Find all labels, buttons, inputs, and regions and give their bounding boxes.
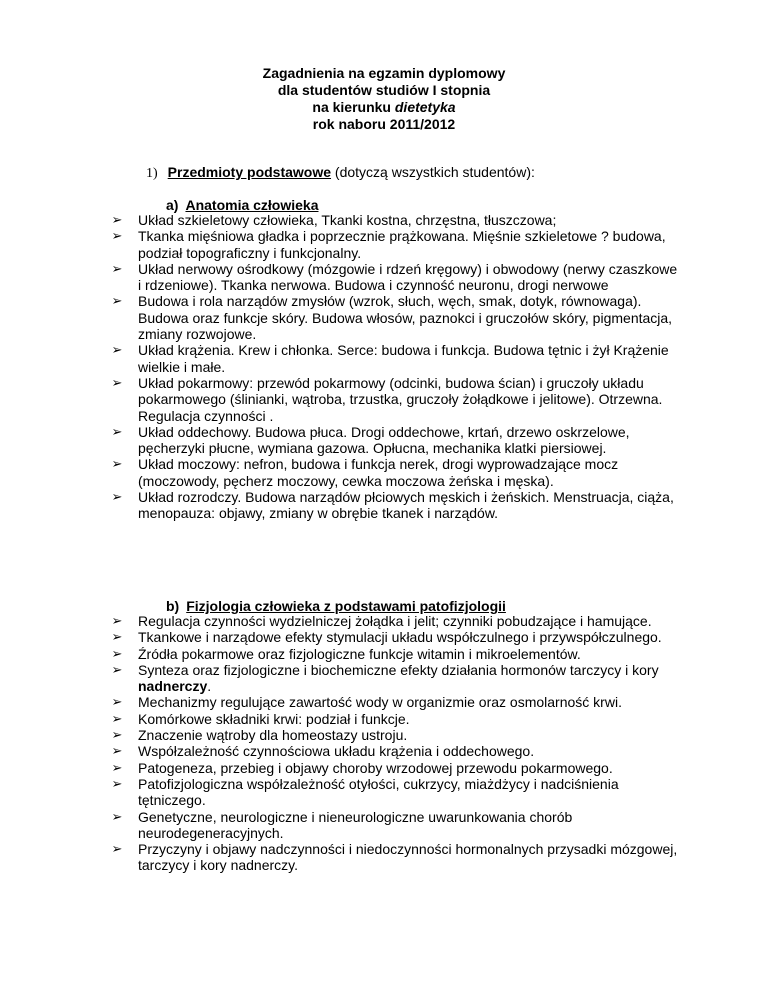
arrow-bullet-icon: ➢ (111, 808, 123, 824)
list-item-text: Źródła pokarmowe oraz fizjologiczne funkcje witamin i mikroelementów. (138, 645, 581, 662)
section-1-title: Przedmioty podstawowe (167, 164, 332, 180)
arrow-bullet-icon: ➢ (111, 212, 123, 227)
list-item-text-end: . (207, 678, 212, 695)
list-item-text: Budowa i rola narządów zmysłów (wzrok, słuch, węch, smak, dotyk, równowaga). Budowa oraz funkcje skóry. Budowa włosów, paznokci i gruczołów skóry, pigmentacja, zmiany rozwojowe. (138, 293, 673, 343)
document-title (0, 65, 768, 133)
list-item (110, 694, 680, 710)
list-item (110, 489, 680, 522)
subsection-b-label: b) (166, 598, 180, 614)
title-line-2: dla studentów studiów I stopnia (277, 82, 491, 98)
subsection-b-list (110, 613, 680, 874)
section-1-note: (dotyczą wszystkich studentów): (331, 164, 535, 180)
arrow-bullet-icon: ➢ (111, 293, 123, 309)
title-line-3 (0, 99, 768, 116)
list-item (110, 662, 680, 695)
arrow-bullet-icon: ➢ (111, 456, 123, 472)
list-item (110, 212, 680, 228)
arrow-bullet-icon: ➢ (111, 694, 123, 710)
arrow-bullet-icon: ➢ (111, 423, 123, 439)
subsection-b-title: Fizjologia człowieka z podstawami patofizjologii (186, 598, 506, 614)
list-item-text: Komórkowe składniki krwi: podział i funkcje. (138, 710, 410, 727)
list-item (110, 646, 680, 662)
list-item (110, 456, 680, 489)
list-item (110, 711, 680, 727)
list-item (110, 841, 680, 874)
list-item (110, 809, 680, 842)
list-item (110, 629, 680, 645)
arrow-bullet-icon: ➢ (111, 228, 123, 244)
title-line-1: Zagadnienia na egzamin dyplomowy (262, 65, 506, 81)
arrow-bullet-icon: ➢ (111, 629, 123, 645)
arrow-bullet-icon: ➢ (111, 645, 123, 661)
arrow-bullet-icon: ➢ (111, 661, 123, 677)
section-1-number: 1) (146, 166, 158, 181)
title-field-italic: dietetyka (394, 99, 456, 115)
list-item-text: Układ pokarmowy: przewód pokarmowy (odcinki, budowa ścian) i gruczoły układu pokarmowego (ślinianki, wątroba, trzustka, gruczoły żołądkowe i jelitowe). Otrzewna. Regulacja czynności . (138, 374, 663, 424)
list-item-bold-text: nadnerczy (138, 678, 208, 695)
list-item (110, 727, 680, 743)
title-line-3-prefix: na kierunku (312, 99, 395, 115)
list-item-text: Układ moczowy: nefron, budowa i funkcja nerek, drogi wyprowadzające mocz (moczowody, pęcherz moczowy, cewka moczowa żeńska i męska). (138, 456, 619, 489)
list-item-text: Tkanka mięśniowa gładka i poprzecznie prążkowana. Mięśnie szkieletowe ? budowa, podział topograficzny i funkcjonalny. (138, 228, 666, 261)
arrow-bullet-icon: ➢ (111, 260, 123, 276)
list-item-text: Patofizjologiczna współzależność otyłości, cukrzycy, miażdżycy i nadciśnienia tętniczego. (138, 775, 619, 809)
list-item (110, 743, 680, 759)
arrow-bullet-icon: ➢ (111, 775, 123, 791)
list-item-text: Synteza oraz fizjologiczne i biochemiczne efekty działania hormonów tarczycy i kory (138, 661, 659, 678)
list-item-text: Znaczenie wątroby dla homeostazy ustroju. (138, 727, 408, 744)
list-item (110, 375, 680, 424)
arrow-bullet-icon: ➢ (111, 759, 123, 775)
list-item-text: Układ szkieletowy człowieka, Tkanki kostna, chrzęstna, tłuszczowa; (138, 212, 557, 228)
list-item (110, 613, 680, 629)
arrow-bullet-icon: ➢ (111, 342, 123, 358)
list-item-text: Regulacja czynności wydzielniczej żołądka i jelit; czynniki pobudzające i hamujące. (138, 613, 652, 629)
arrow-bullet-icon: ➢ (111, 489, 123, 505)
list-item-text: Mechanizmy regulujące zawartość wody w organizmie oraz osmolarność krwi. (138, 694, 622, 711)
list-item (110, 228, 680, 261)
list-item-text: Układ krążenia. Krew i chłonka. Serce: budowa i funkcja. Budowa tętnic i żył Krążenie wielkie i małe. (138, 342, 669, 375)
list-item-text: Współzależność czynnościowa układu krążenia i oddechowego. (138, 743, 535, 760)
list-item (110, 261, 680, 294)
list-item (110, 760, 680, 776)
list-item (110, 293, 680, 342)
arrow-bullet-icon: ➢ (111, 613, 123, 628)
title-line-4: rok naboru 2011/2012 (312, 116, 456, 132)
arrow-bullet-icon: ➢ (111, 841, 123, 857)
list-item-text: Układ oddechowy. Budowa płuca. Drogi oddechowe, krtań, drzewo oskrzelowe, pęcherzyki płucne, wymiana gazowa. Opłucna, mechanika klatki piersiowej. (138, 423, 630, 457)
list-item-text: Układ rozrodczy. Budowa narządów płciowych męskich i żeńskich. Menstruacja, ciąża, menopauza: objawy, zmiany w obrębie tkanek i narządów. (138, 489, 674, 522)
subsection-a-list (110, 212, 680, 522)
list-item-text: Układ nerwowy ośrodkowy (mózgowie i rdzeń kręgowy) i obwodowy (nerwy czaszkowe i rdzeniowe). Tkanka nerwowa. Budowa i czynność neuronu, drogi nerwowe (138, 260, 678, 294)
list-item-text: Przyczyny i objawy nadczynności i niedoczynności hormonalnych przysadki mózgowej, tarczycy i kory nadnerczy. (138, 841, 678, 874)
subsection-a-label: a) (166, 197, 179, 213)
arrow-bullet-icon: ➢ (111, 727, 123, 743)
section-1-heading (146, 164, 535, 182)
arrow-bullet-icon: ➢ (111, 374, 123, 390)
subsection-a-title: Anatomia człowieka (185, 197, 319, 213)
arrow-bullet-icon: ➢ (111, 710, 123, 726)
list-item-text: Tkankowe i narządowe efekty stymulacji układu współczulnego i przywspółczulnego. (138, 629, 662, 646)
list-item-text: Patogeneza, przebieg i objawy choroby wrzodowej przewodu pokarmowego. (138, 759, 613, 776)
list-item (110, 776, 680, 809)
list-item (110, 424, 680, 457)
arrow-bullet-icon: ➢ (111, 743, 123, 759)
list-item (110, 342, 680, 375)
list-item-text: Genetyczne, neurologiczne i nieneurologiczne uwarunkowania chorób neurodegeneracyjnych. (138, 808, 573, 841)
